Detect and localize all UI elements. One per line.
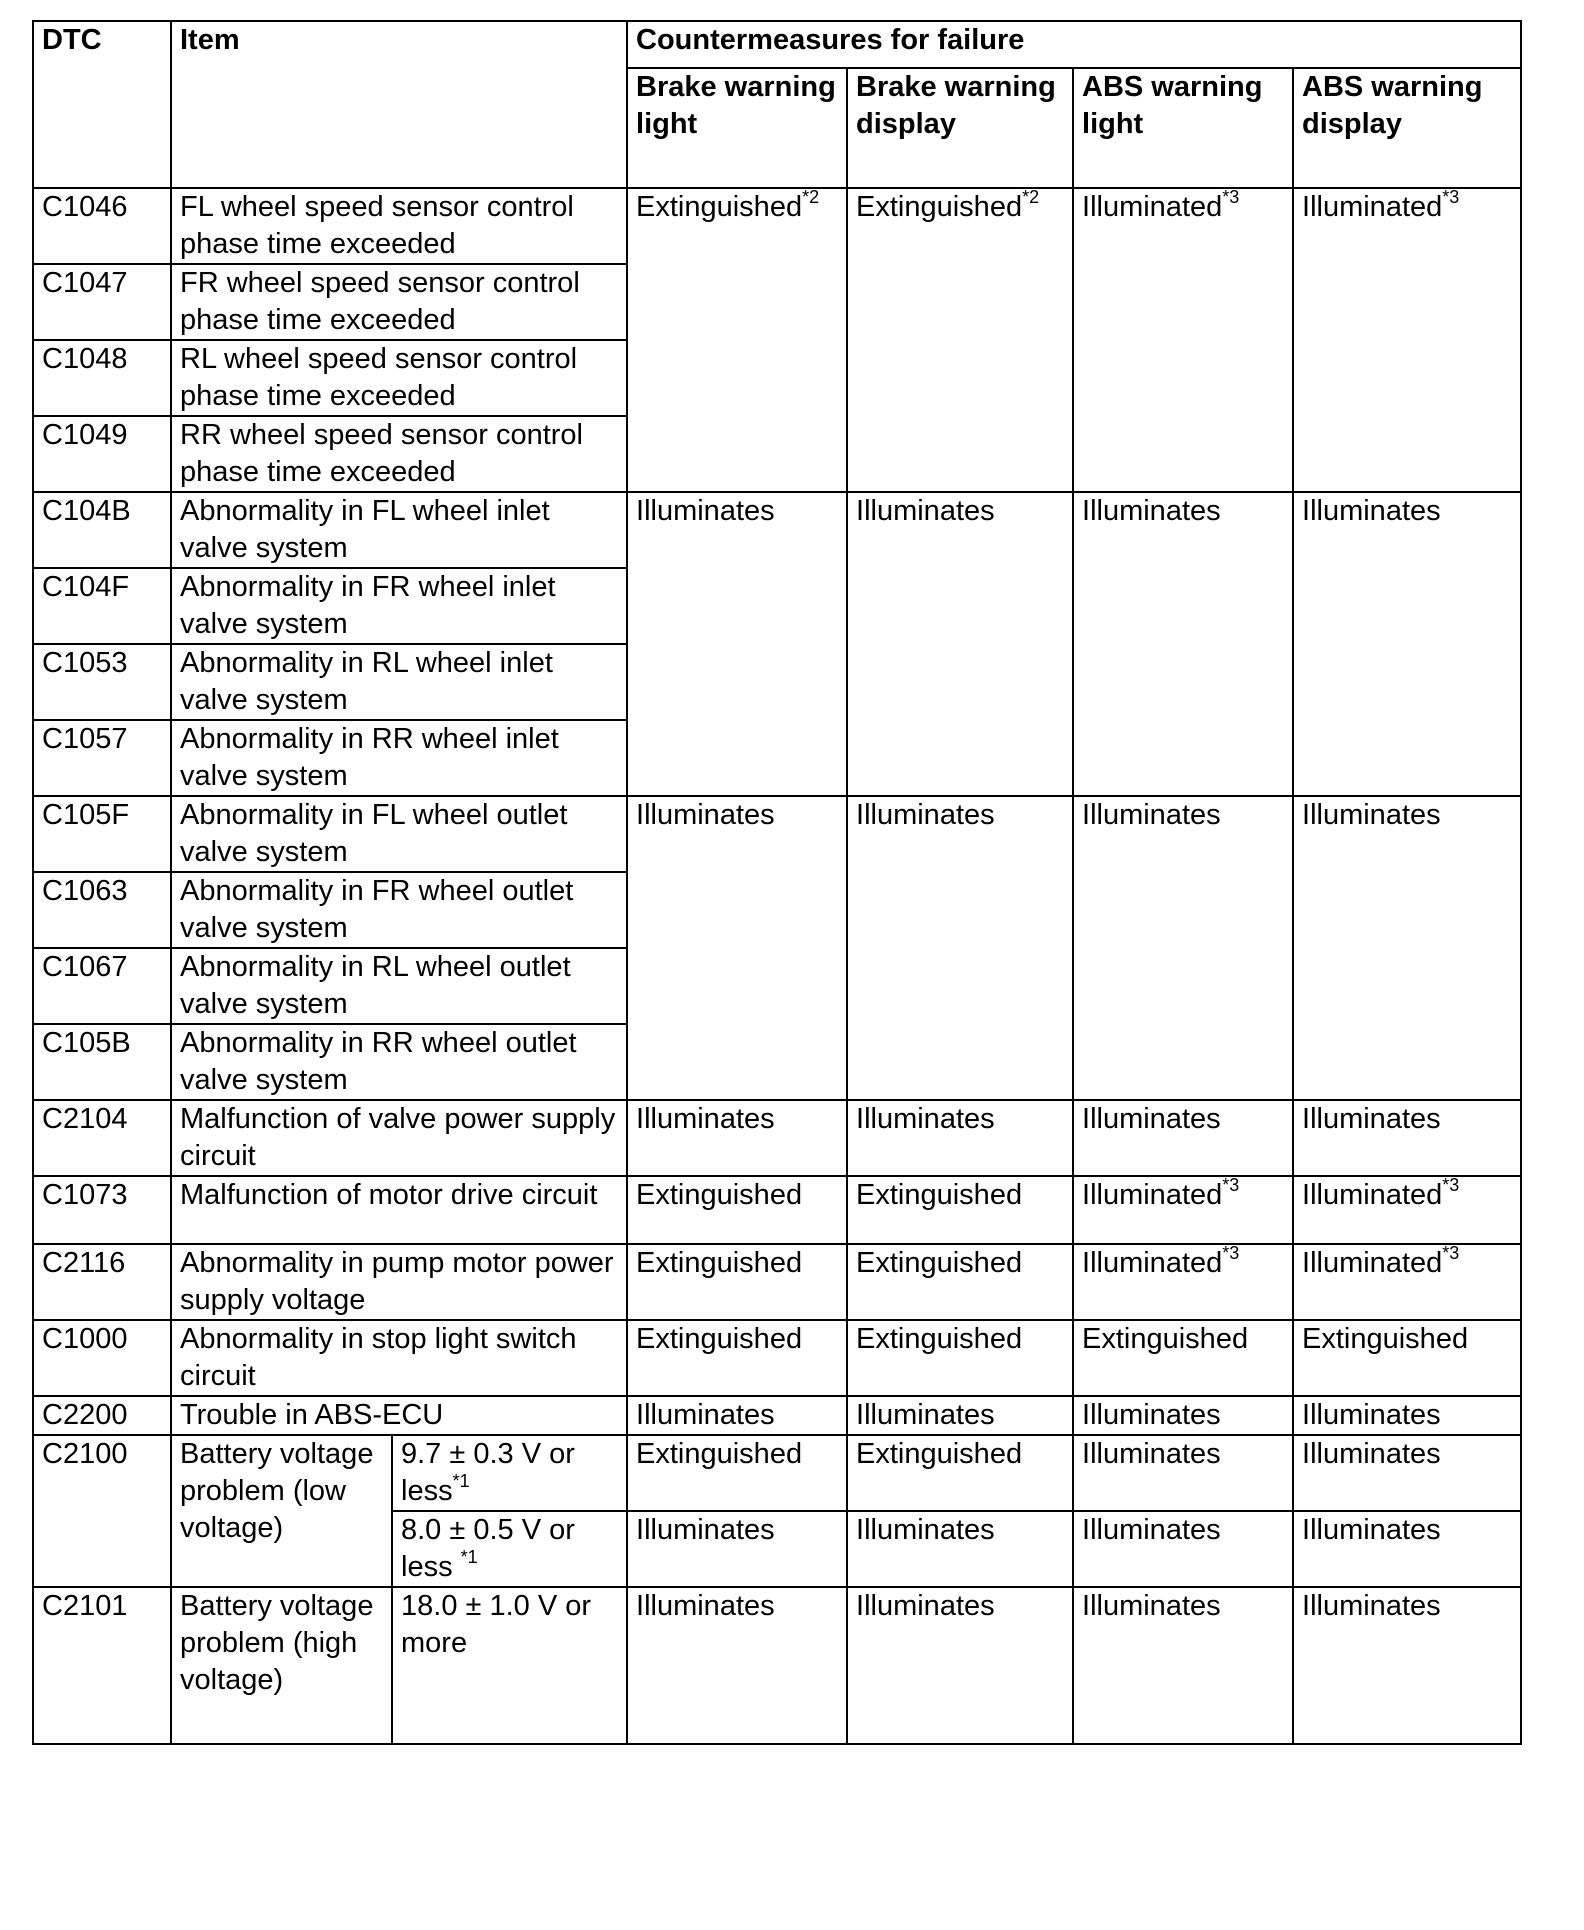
item-description: Malfunction of motor drive circuit xyxy=(171,1176,627,1244)
status-abs-warning-light xyxy=(1073,1587,1293,1744)
item-description: RL wheel speed sensor control phase time exceeded xyxy=(171,340,627,416)
status-text: Illuminates xyxy=(1302,1590,1441,1622)
status-text: Illuminates xyxy=(1302,799,1441,831)
dtc-code: C1053 xyxy=(33,644,171,720)
status-text: Illuminates xyxy=(1082,1438,1221,1470)
status-text: Illuminates xyxy=(856,1514,995,1546)
status-abs-warning-light xyxy=(1073,188,1293,492)
dtc-code: C2104 xyxy=(33,1100,171,1176)
status-abs-warning-light xyxy=(1073,1435,1293,1511)
status-abs-warning-display xyxy=(1293,1176,1521,1244)
table-row xyxy=(33,1244,1521,1320)
footnote-mark: *1 xyxy=(460,1547,478,1567)
status-text: Illuminates xyxy=(856,799,995,831)
status-text: Illuminates xyxy=(1082,1514,1221,1546)
footnote-mark: *3 xyxy=(1222,1176,1240,1195)
status-text: Illuminates xyxy=(856,1399,995,1431)
status-text: Illuminated xyxy=(1302,191,1443,223)
status-text: Illuminates xyxy=(1302,1438,1441,1470)
status-text: Illuminates xyxy=(856,1103,995,1135)
table-row xyxy=(33,492,1521,568)
status-abs-warning-display xyxy=(1293,1587,1521,1744)
status-text: Illuminates xyxy=(1302,1514,1441,1546)
voltage-condition xyxy=(392,1587,627,1744)
status-text: Extinguished xyxy=(1302,1323,1469,1355)
footnote-mark: *3 xyxy=(1222,188,1240,207)
item-description: Abnormality in RR wheel inlet valve system xyxy=(171,720,627,796)
status-brake-warning-display xyxy=(847,1435,1073,1511)
status-abs-warning-display xyxy=(1293,1435,1521,1511)
status-text: Extinguished xyxy=(636,1179,803,1211)
header-dtc: DTC xyxy=(33,21,171,188)
dtc-code: C1000 xyxy=(33,1320,171,1396)
status-text: Illuminated xyxy=(1082,1247,1223,1279)
header-item: Item xyxy=(171,21,627,188)
table-row xyxy=(33,1320,1521,1396)
status-text: Illuminates xyxy=(1082,1590,1221,1622)
status-abs-warning-display xyxy=(1293,796,1521,1100)
status-text: Extinguished xyxy=(856,1323,1023,1355)
table-row xyxy=(33,1587,1521,1744)
status-brake-warning-display xyxy=(847,1244,1073,1320)
item-description: Abnormality in pump motor power supply voltage xyxy=(171,1244,627,1320)
status-brake-warning-light xyxy=(627,1587,847,1744)
status-text: Extinguished xyxy=(636,191,803,223)
dtc-countermeasures-table xyxy=(32,20,1522,1745)
item-description: Abnormality in RL wheel inlet valve system xyxy=(171,644,627,720)
status-brake-warning-display xyxy=(847,188,1073,492)
dtc-code: C104F xyxy=(33,568,171,644)
dtc-code: C1067 xyxy=(33,948,171,1024)
status-text: Illuminates xyxy=(636,1399,775,1431)
item-description: RR wheel speed sensor control phase time exceeded xyxy=(171,416,627,492)
status-abs-warning-light xyxy=(1073,1511,1293,1587)
status-text: Illuminated xyxy=(1302,1247,1443,1279)
status-text: Extinguished xyxy=(636,1247,803,1279)
table-row xyxy=(33,1396,1521,1435)
status-abs-warning-light xyxy=(1073,1244,1293,1320)
dtc-code: C2101 xyxy=(33,1587,171,1744)
item-description: Battery voltage problem (high voltage) xyxy=(171,1587,392,1744)
table-row xyxy=(33,796,1521,872)
status-brake-warning-light xyxy=(627,1100,847,1176)
status-abs-warning-light xyxy=(1073,1100,1293,1176)
dtc-code: C104B xyxy=(33,492,171,568)
status-text: Illuminates xyxy=(1082,799,1221,831)
table-row xyxy=(33,1100,1521,1176)
status-text: Illuminates xyxy=(856,495,995,527)
status-brake-warning-display xyxy=(847,1176,1073,1244)
status-abs-warning-light xyxy=(1073,1176,1293,1244)
status-text: Illuminates xyxy=(1302,495,1441,527)
dtc-code: C1073 xyxy=(33,1176,171,1244)
dtc-code: C1047 xyxy=(33,264,171,340)
item-description: Abnormality in RR wheel outlet valve system xyxy=(171,1024,627,1100)
footnote-mark: *3 xyxy=(1442,1176,1460,1195)
status-text: Extinguished xyxy=(1082,1323,1249,1355)
header-brake-warning-display: Brake warning display xyxy=(847,68,1073,188)
voltage-condition xyxy=(392,1511,627,1587)
status-text: Extinguished xyxy=(636,1323,803,1355)
status-brake-warning-display xyxy=(847,796,1073,1100)
item-description: Abnormality in RL wheel outlet valve system xyxy=(171,948,627,1024)
status-abs-warning-display xyxy=(1293,1100,1521,1176)
status-brake-warning-light xyxy=(627,1396,847,1435)
status-text: Illuminates xyxy=(856,1590,995,1622)
status-brake-warning-display xyxy=(847,492,1073,796)
status-text: Illuminates xyxy=(1302,1399,1441,1431)
status-abs-warning-display xyxy=(1293,1511,1521,1587)
status-text: Illuminated xyxy=(1082,1179,1223,1211)
header-abs-warning-display: ABS warning display xyxy=(1293,68,1521,188)
item-description: Malfunction of valve power supply circuit xyxy=(171,1100,627,1176)
footnote-mark: *3 xyxy=(1222,1244,1240,1263)
dtc-code: C1049 xyxy=(33,416,171,492)
status-brake-warning-light xyxy=(627,1511,847,1587)
status-text: Illuminates xyxy=(1082,495,1221,527)
header-abs-warning-light: ABS warning light xyxy=(1073,68,1293,188)
dtc-code: C105F xyxy=(33,796,171,872)
dtc-code: C1048 xyxy=(33,340,171,416)
dtc-code: C1057 xyxy=(33,720,171,796)
dtc-code: C2116 xyxy=(33,1244,171,1320)
table-row xyxy=(33,188,1521,264)
status-abs-warning-display xyxy=(1293,1320,1521,1396)
dtc-code: C2200 xyxy=(33,1396,171,1435)
footnote-mark: *1 xyxy=(452,1471,470,1491)
item-description: Abnormality in FR wheel inlet valve system xyxy=(171,568,627,644)
voltage-condition xyxy=(392,1435,627,1511)
header-countermeasures: Countermeasures for failure xyxy=(627,21,1521,68)
item-description: Abnormality in FR wheel outlet valve system xyxy=(171,872,627,948)
status-text: Extinguished xyxy=(856,1438,1023,1470)
status-text: Illuminates xyxy=(636,1103,775,1135)
status-text: Illuminated xyxy=(1082,191,1223,223)
header-brake-warning-light: Brake warning light xyxy=(627,68,847,188)
status-text: Extinguished xyxy=(636,1438,803,1470)
status-text: Illuminates xyxy=(1082,1399,1221,1431)
status-brake-warning-display xyxy=(847,1396,1073,1435)
condition-text: 9.7 ± 0.3 V or less xyxy=(401,1438,575,1507)
status-text: Illuminated xyxy=(1302,1179,1443,1211)
dtc-code: C2100 xyxy=(33,1435,171,1587)
condition-text: 18.0 ± 1.0 V or more xyxy=(401,1590,592,1659)
footnote-mark: *3 xyxy=(1442,188,1460,207)
status-brake-warning-light xyxy=(627,1435,847,1511)
status-brake-warning-display xyxy=(847,1587,1073,1744)
status-brake-warning-light xyxy=(627,1176,847,1244)
status-abs-warning-light xyxy=(1073,1396,1293,1435)
footnote-mark: *2 xyxy=(1022,188,1040,207)
table-row xyxy=(33,1435,1521,1511)
item-description: FL wheel speed sensor control phase time exceeded xyxy=(171,188,627,264)
status-text: Illuminates xyxy=(1302,1103,1441,1135)
status-text: Extinguished xyxy=(856,1247,1023,1279)
dtc-code: C105B xyxy=(33,1024,171,1100)
status-text: Illuminates xyxy=(636,799,775,831)
item-description: Abnormality in FL wheel outlet valve system xyxy=(171,796,627,872)
status-abs-warning-display xyxy=(1293,492,1521,796)
status-brake-warning-light xyxy=(627,796,847,1100)
item-description: Battery voltage problem (low voltage) xyxy=(171,1435,392,1587)
status-brake-warning-light xyxy=(627,492,847,796)
status-brake-warning-light xyxy=(627,1320,847,1396)
dtc-code: C1063 xyxy=(33,872,171,948)
status-text: Extinguished xyxy=(856,1179,1023,1211)
status-brake-warning-display xyxy=(847,1511,1073,1587)
status-text: Illuminates xyxy=(1082,1103,1221,1135)
status-abs-warning-light xyxy=(1073,1320,1293,1396)
status-brake-warning-display xyxy=(847,1320,1073,1396)
status-text: Extinguished xyxy=(856,191,1023,223)
item-description: Abnormality in stop light switch circuit xyxy=(171,1320,627,1396)
item-description: FR wheel speed sensor control phase time exceeded xyxy=(171,264,627,340)
status-brake-warning-light xyxy=(627,188,847,492)
item-description: Abnormality in FL wheel inlet valve system xyxy=(171,492,627,568)
condition-text: 8.0 ± 0.5 V or less xyxy=(401,1514,575,1583)
table-row xyxy=(33,1176,1521,1244)
status-abs-warning-display xyxy=(1293,1244,1521,1320)
status-abs-warning-light xyxy=(1073,492,1293,796)
footnote-mark: *3 xyxy=(1442,1244,1460,1263)
item-description: Trouble in ABS-ECU xyxy=(171,1396,627,1435)
status-brake-warning-light xyxy=(627,1244,847,1320)
status-brake-warning-display xyxy=(847,1100,1073,1176)
dtc-code: C1046 xyxy=(33,188,171,264)
status-text: Illuminates xyxy=(636,1590,775,1622)
footnote-mark: *2 xyxy=(802,188,820,207)
status-abs-warning-display xyxy=(1293,188,1521,492)
status-abs-warning-display xyxy=(1293,1396,1521,1435)
status-text: Illuminates xyxy=(636,495,775,527)
status-abs-warning-light xyxy=(1073,796,1293,1100)
status-text: Illuminates xyxy=(636,1514,775,1546)
